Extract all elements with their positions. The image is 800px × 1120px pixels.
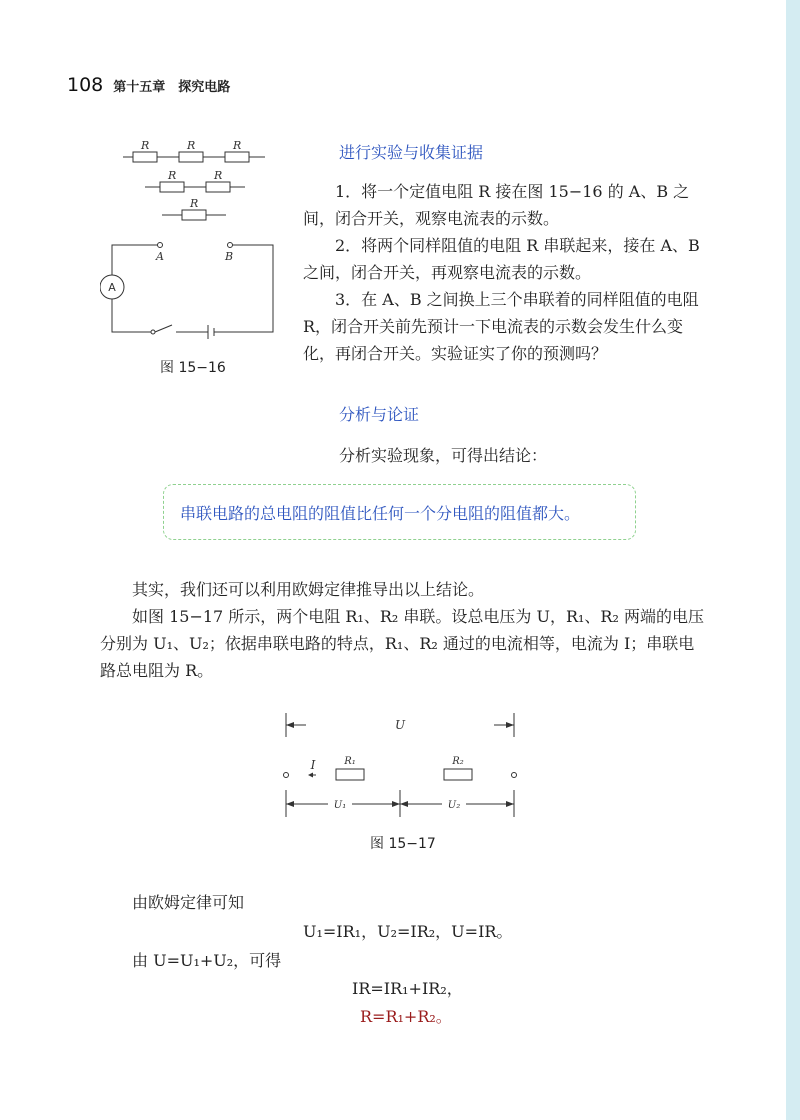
- resistor-4: [160, 182, 184, 192]
- figure-15-16-caption: 图 15−16: [160, 360, 226, 376]
- point-a-label: A: [156, 250, 164, 263]
- u-label: U: [394, 718, 406, 732]
- page-edge-strip: [786, 0, 800, 1120]
- conclusion-box: 串联电路的总电阻的阻值比任何一个分电阻的阻值都大。: [163, 484, 636, 540]
- resistor-label: R: [214, 169, 223, 182]
- analysis-title: 分析与论证: [339, 405, 420, 424]
- equation-1: U₁=IR₁，U₂=IR₂，U=IR。: [303, 922, 513, 941]
- figure-15-17-caption: 图 15−17: [370, 836, 436, 852]
- resistor-r1: [336, 769, 364, 780]
- resistor-label: R: [190, 197, 199, 210]
- step-3: 3．在 A、B 之间换上三个串联着的同样阻值的电阻 R，闭合开关前先预计一下电流表的示数会发生什么变化，再闭合开关。实验证实了你的预测吗？: [303, 290, 699, 363]
- resistor-6: [182, 210, 206, 220]
- equation-2: IR=IR₁+IR₂，: [352, 979, 463, 998]
- resistor-label: R: [187, 139, 196, 152]
- equation-3: R=R₁+R₂。: [360, 1007, 452, 1026]
- analysis-intro: 分析实验现象，可得出结论：: [339, 446, 548, 465]
- point-b-label: B: [225, 250, 234, 263]
- resistor-5: [206, 182, 230, 192]
- step-1: 1．将一个定值电阻 R 接在图 15−16 的 A、B 之间，闭合开关，观察电流表的示数。: [303, 182, 690, 228]
- ammeter-label: A: [108, 281, 116, 294]
- step-2: 2．将两个同样阻值的电阻 R 串联起来，接在 A、B 之间，闭合开关，再观察电流表的示数。: [303, 236, 700, 282]
- resistor-label: R: [141, 139, 150, 152]
- figure-15-16-circuit: [100, 135, 290, 350]
- body-text: [100, 576, 710, 684]
- experiment-title: 进行实验与收集证据: [339, 143, 484, 162]
- resistor-3: [225, 152, 249, 162]
- r2-label: R₂: [452, 756, 464, 767]
- u2-label: U₂: [447, 800, 461, 811]
- terminal-b: [228, 243, 233, 248]
- resistor-1: [133, 152, 157, 162]
- experiment-steps: [303, 178, 713, 367]
- i-label: I: [310, 758, 316, 772]
- figure-15-17-circuit: [278, 705, 528, 825]
- resistor-r2: [444, 769, 472, 780]
- resistor-2: [179, 152, 203, 162]
- terminal-right: [512, 773, 517, 778]
- resistor-label: R: [168, 169, 177, 182]
- body-paragraph-2: 如图 15−17 所示，两个电阻 R₁、R₂ 串联。设总电压为 U，R₁、R₂ 两端的电压分别为 U₁、U₂；依据串联电路的特点，R₁、R₂ 通过的电流相等，电流为 I；串联电路总电阻为 R。: [100, 607, 704, 680]
- derivation-line-2: 由 U=U₁+U₂，可得: [132, 951, 282, 970]
- terminal-left: [284, 773, 289, 778]
- page-header: [67, 74, 230, 96]
- page-number: 108: [67, 74, 104, 96]
- r1-label: R₁: [344, 756, 356, 767]
- u1-label: U₁: [333, 800, 347, 811]
- switch-icon: [155, 325, 172, 332]
- chapter-title: 第十五章 探究电路: [113, 80, 231, 95]
- derivation-line-1: 由欧姆定律可知: [132, 893, 245, 912]
- resistor-label: R: [233, 139, 242, 152]
- terminal-a: [158, 243, 163, 248]
- body-paragraph-1: 其实，我们还可以利用欧姆定律推导出以上结论。: [132, 580, 485, 599]
